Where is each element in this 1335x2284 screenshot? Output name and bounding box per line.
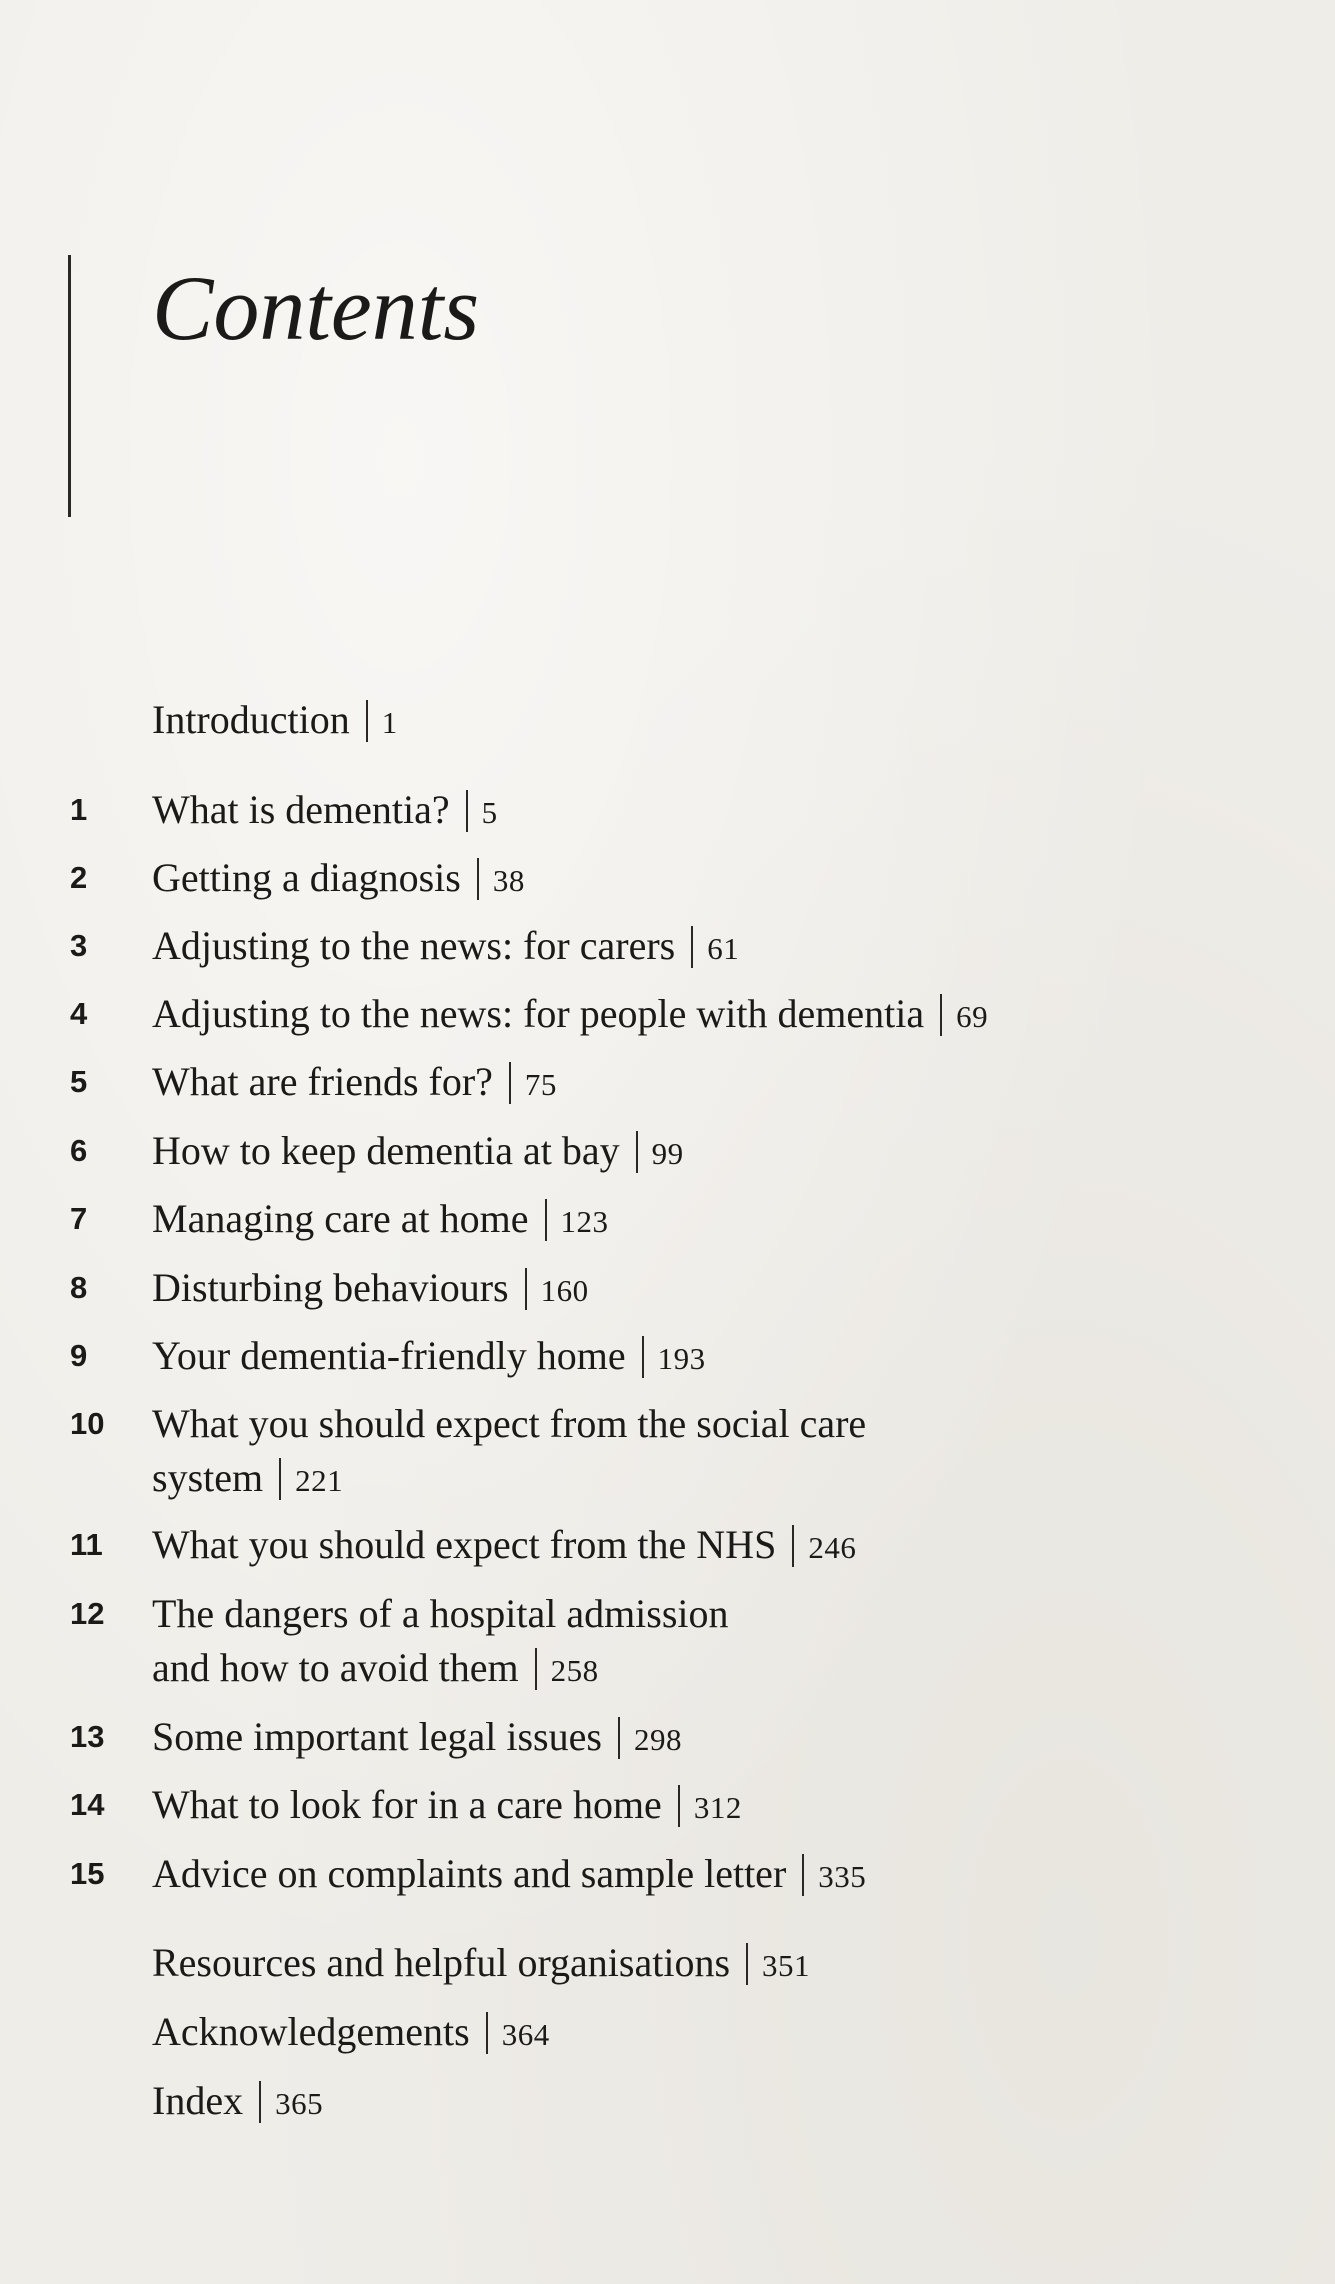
entry-page: 38 (492, 863, 525, 898)
entry-title-line-2: and how to avoid them (152, 1645, 519, 1690)
entry-title: How to keep dementia at bay (152, 1128, 620, 1173)
entry-page: 246 (808, 1530, 857, 1565)
separator (678, 1785, 680, 1827)
separator (636, 1131, 638, 1173)
entry-title: What are friends for? (152, 1059, 493, 1104)
margin-rule (68, 255, 71, 517)
entry-title-line-2: system (152, 1455, 264, 1500)
entry-title: Advice on complaints and sample letter (152, 1851, 787, 1896)
entry-title: Disturbing behaviours (152, 1265, 509, 1310)
entry-page: 364 (501, 2017, 550, 2052)
entry-page: 1 (381, 705, 398, 740)
entry-page: 75 (524, 1067, 557, 1102)
separator (618, 1717, 620, 1759)
entry-title: Some important legal issues (152, 1714, 602, 1759)
chapter-number: 7 (70, 1201, 88, 1236)
separator (802, 1854, 804, 1896)
chapter-number: 15 (70, 1856, 105, 1891)
separator (466, 790, 468, 832)
chapter-number: 5 (70, 1064, 88, 1099)
separator (525, 1268, 527, 1310)
entry-title-line-1: What you should expect from the social care (152, 1401, 867, 1446)
separator (509, 1062, 511, 1104)
separator (486, 2012, 488, 2054)
entry-title: Managing care at home (152, 1196, 529, 1241)
chapter-number: 2 (70, 860, 88, 895)
page-title: Contents (152, 257, 480, 359)
entry-title: Adjusting to the news: for people with dementia (152, 991, 925, 1036)
chapter-number: 1 (70, 792, 88, 827)
separator (940, 994, 942, 1036)
chapter-number: 4 (70, 996, 88, 1031)
chapter-number: 12 (70, 1596, 105, 1631)
entry-page: 99 (651, 1136, 684, 1171)
separator (259, 2081, 261, 2123)
entry-page: 61 (707, 931, 740, 966)
chapter-number: 14 (70, 1787, 105, 1822)
entry-title: What is dementia? (152, 787, 450, 832)
chapter-number: 3 (70, 928, 88, 963)
chapter-number: 9 (70, 1338, 88, 1373)
entry-title: Resources and helpful organisations (152, 1940, 731, 1985)
separator (279, 1458, 281, 1500)
separator (746, 1943, 748, 1985)
separator (545, 1199, 547, 1241)
entry-page: 258 (550, 1653, 599, 1688)
separator (366, 700, 368, 742)
separator (792, 1525, 794, 1567)
separator (642, 1336, 644, 1378)
entry-page: 335 (818, 1859, 867, 1894)
entry-page: 5 (481, 795, 498, 830)
entry-title: Adjusting to the news: for carers (152, 923, 676, 968)
entry-page: 69 (956, 999, 989, 1034)
separator (535, 1648, 537, 1690)
entry-title: What to look for in a care home (152, 1782, 662, 1827)
chapter-number: 11 (70, 1527, 103, 1562)
entry-page: 298 (633, 1722, 682, 1757)
separator (477, 858, 479, 900)
entry-title: What you should expect from the NHS (152, 1522, 777, 1567)
chapter-number: 6 (70, 1133, 88, 1168)
chapter-number: 13 (70, 1719, 105, 1754)
entry-page: 312 (693, 1790, 742, 1825)
entry-title-line-1: The dangers of a hospital admission (152, 1591, 729, 1636)
entry-page: 351 (762, 1948, 811, 1983)
entry-title: Acknowledgements (152, 2009, 470, 2054)
separator (691, 926, 693, 968)
entry-page: 123 (560, 1204, 609, 1239)
entry-title: Introduction (152, 697, 350, 742)
entry-page: 160 (540, 1273, 589, 1308)
chapter-number: 8 (70, 1270, 88, 1305)
entry-title: Getting a diagnosis (152, 855, 461, 900)
entry-page: 221 (295, 1463, 344, 1498)
entry-title: Index (152, 2078, 244, 2123)
chapter-number: 10 (70, 1406, 105, 1441)
entry-title: Your dementia-friendly home (152, 1333, 626, 1378)
entry-page: 193 (657, 1341, 706, 1376)
entry-page: 365 (275, 2086, 324, 2121)
